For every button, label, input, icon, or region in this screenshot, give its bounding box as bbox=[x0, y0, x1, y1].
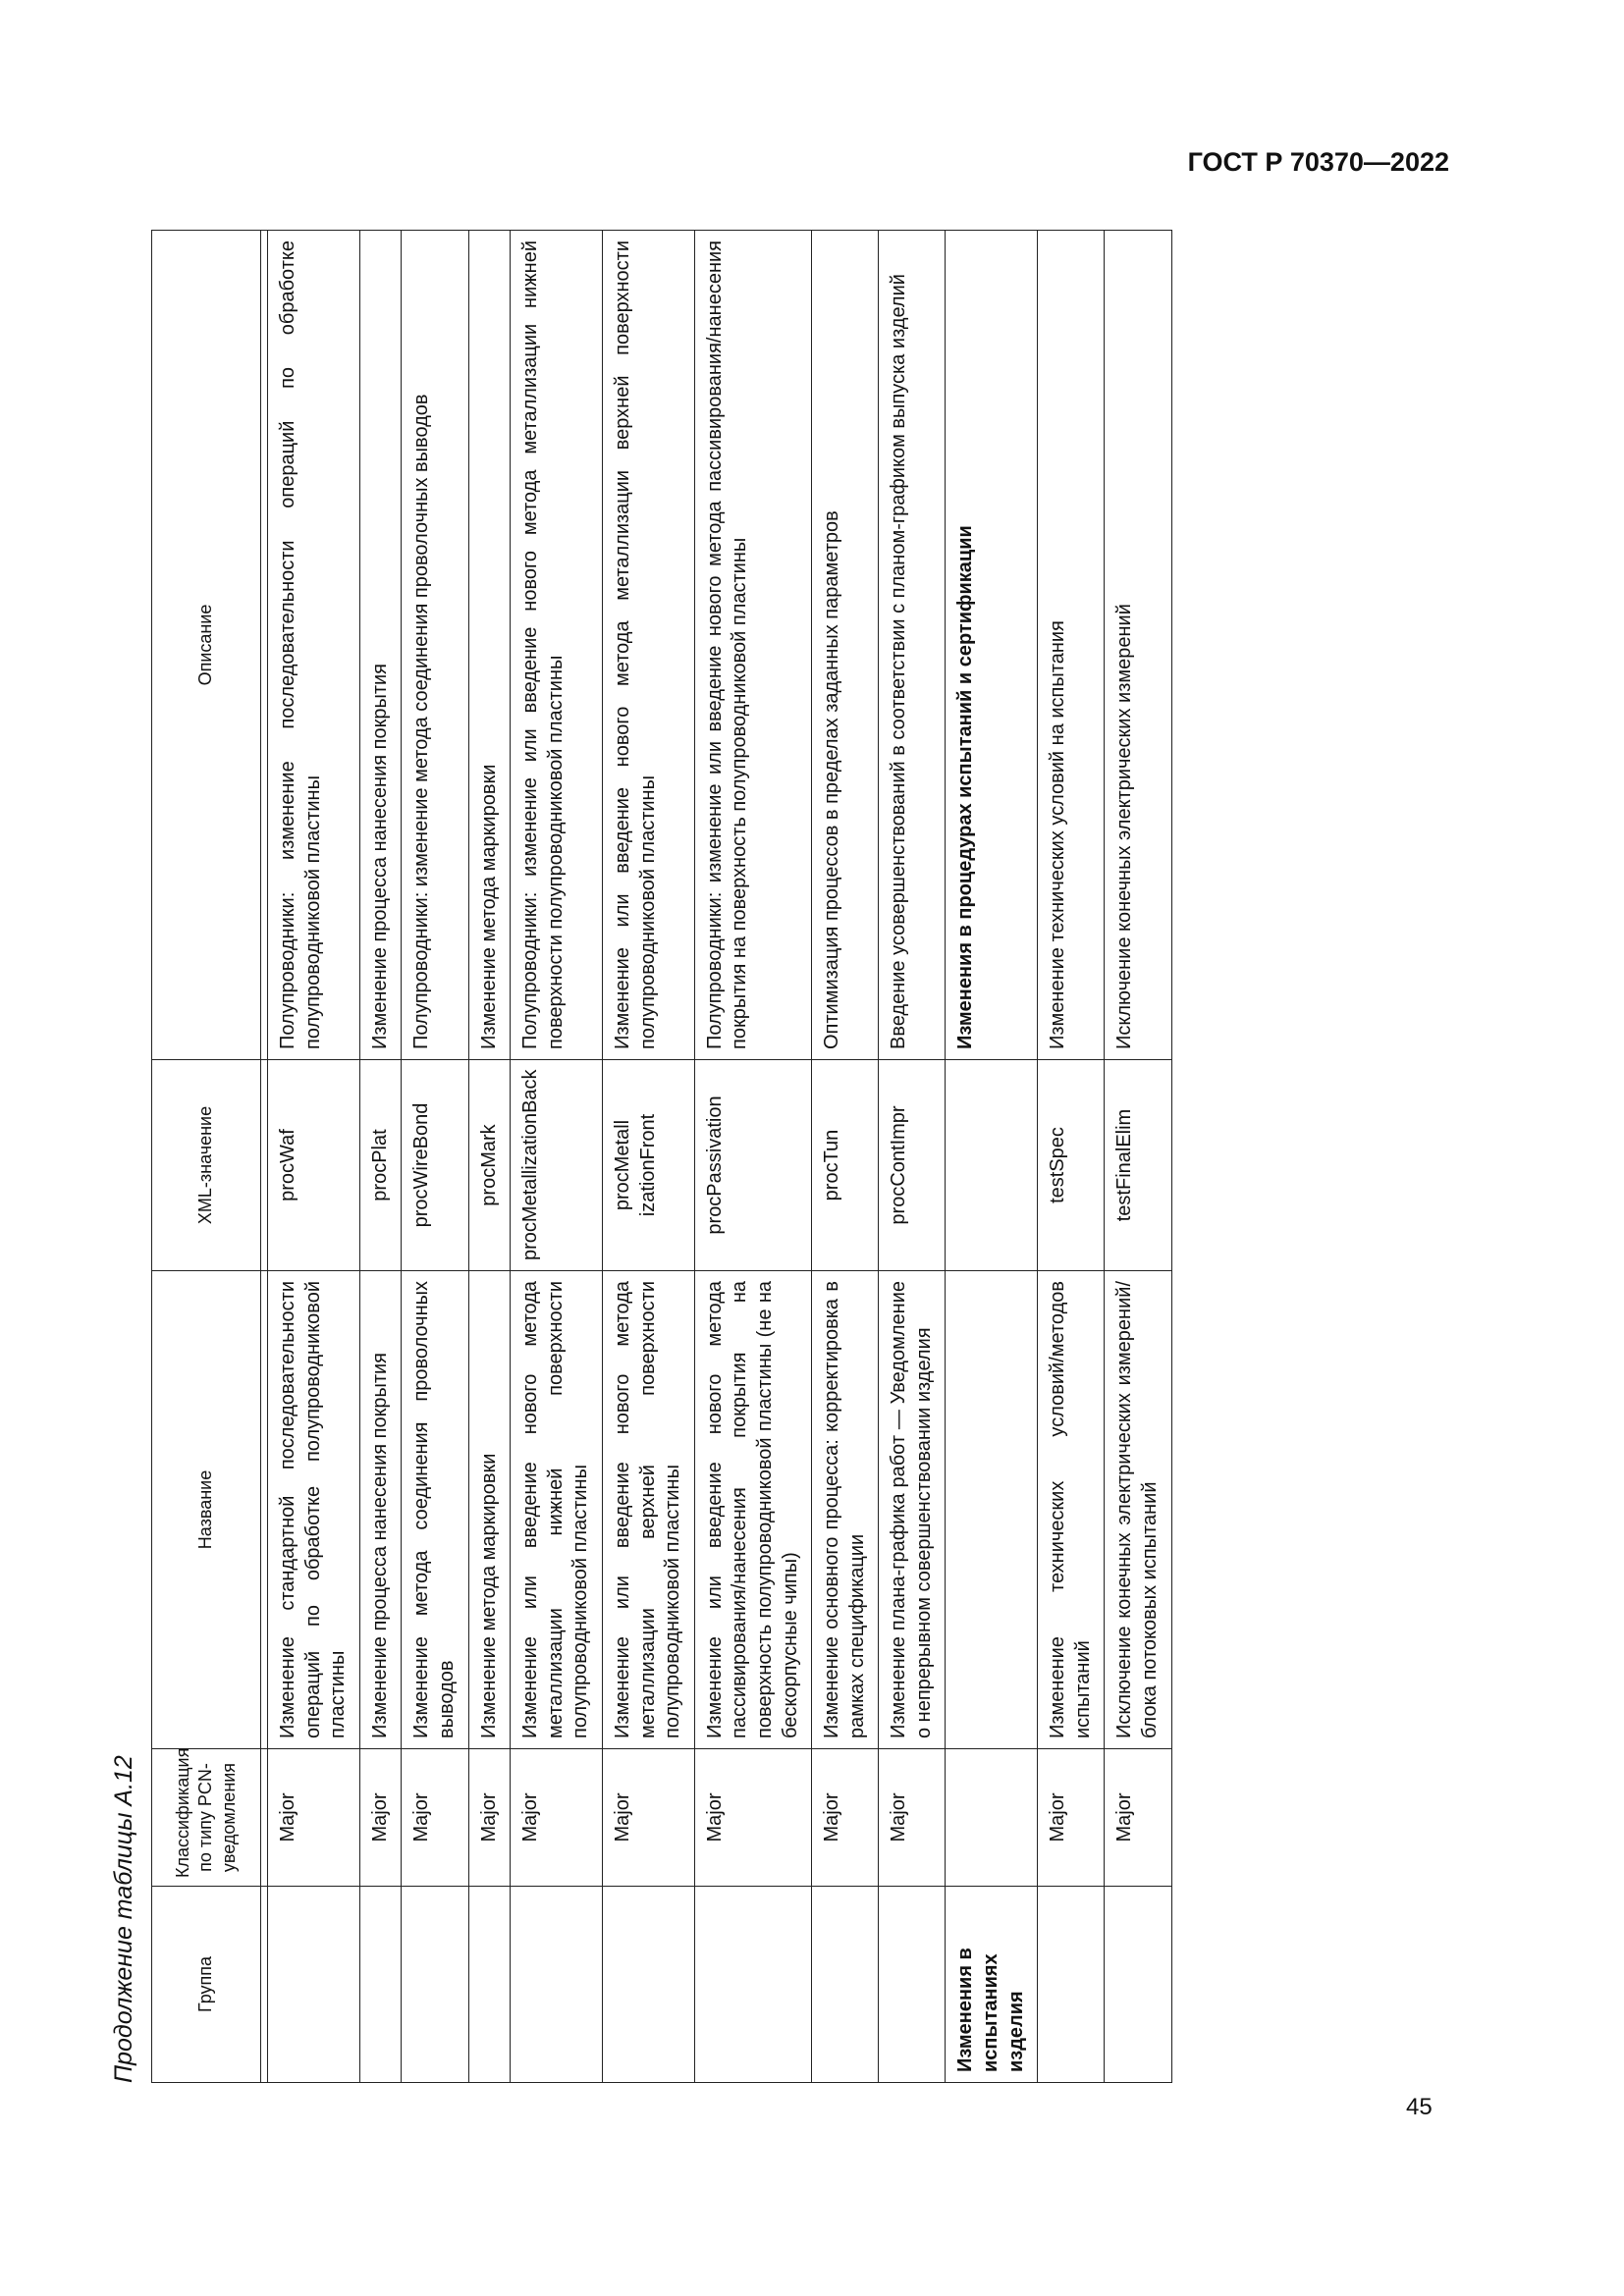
header-desc: Описание bbox=[152, 231, 261, 1060]
cell-xml: procTun bbox=[812, 1060, 879, 1271]
header-xml: XML-значение bbox=[152, 1060, 261, 1271]
cell-xml: testSpec bbox=[1038, 1060, 1105, 1271]
standard-code: ГОСТ Р 70370—2022 bbox=[1187, 147, 1449, 177]
cell-group bbox=[268, 1887, 360, 2083]
cell-desc: Изменение метода маркировки bbox=[468, 231, 511, 1060]
cell-name: Изменение стандартной последовательности операций по обработке полупроводниковой пластины bbox=[268, 1271, 360, 1749]
table-row bbox=[812, 231, 879, 2083]
cell-class: Major bbox=[402, 1749, 468, 1887]
cell-group bbox=[359, 1887, 402, 2083]
cell-class: Major bbox=[812, 1749, 879, 1887]
cell-group bbox=[879, 1887, 946, 2083]
cell-class: Major bbox=[359, 1749, 402, 1887]
cell-name: Изменение метода соединения проволочных выводов bbox=[402, 1271, 468, 1749]
cell-group bbox=[1038, 1887, 1105, 2083]
cell-desc: Изменение технических условий на испытания bbox=[1038, 231, 1105, 1060]
cell-group bbox=[402, 1887, 468, 2083]
table-caption: Продолжение таблицы А.12 bbox=[110, 1755, 137, 2083]
cell-desc: Введение усовершенствований в соответствии с планом-графиком выпуска изделий bbox=[879, 231, 946, 1060]
header-group: Группа bbox=[152, 1887, 261, 2083]
cell-group bbox=[1105, 1887, 1171, 2083]
cell-xml: procPlat bbox=[359, 1060, 402, 1271]
cell-desc: Изменения в процедурах испытаний и сертификации bbox=[946, 231, 1038, 1060]
cell-desc: Полупроводники: изменение или введение нового метода пассивирования/нанесения покрытия на поверхность полупроводниковой пластины bbox=[694, 231, 811, 1060]
rotated-table-area bbox=[110, 231, 1327, 2083]
page-number: 45 bbox=[1406, 2094, 1433, 2120]
table-row bbox=[359, 231, 402, 2083]
cell-name: Изменение основного процесса: корректировка в рамках спецификации bbox=[812, 1271, 879, 1749]
cell-class bbox=[946, 1749, 1038, 1887]
table-row-group bbox=[946, 231, 1038, 2083]
cell-group bbox=[468, 1887, 511, 2083]
cell-class: Major bbox=[1038, 1749, 1105, 1887]
cell-desc: Изменение или введение нового метода металлизации верхней поверхности полупроводниковой пластины bbox=[602, 231, 694, 1060]
cell-xml bbox=[946, 1060, 1038, 1271]
table-row bbox=[1105, 231, 1171, 2083]
cell-name: Исключение конечных электрических измерений/блока потоковых испытаний bbox=[1105, 1271, 1171, 1749]
cell-group bbox=[812, 1887, 879, 2083]
cell-name bbox=[946, 1271, 1038, 1749]
cell-name: Изменение или введение нового метода металлизации верхней поверхности полупроводниковой пластины bbox=[602, 1271, 694, 1749]
cell-name: Изменение плана-графика работ — Уведомление о непрерывном совершенствовании изделия bbox=[879, 1271, 946, 1749]
table-row bbox=[694, 231, 811, 2083]
table-header-row bbox=[152, 231, 261, 2083]
header-class: Классификация по типу PCN-уведомления bbox=[152, 1749, 261, 1887]
cell-xml: procPassivation bbox=[694, 1060, 811, 1271]
cell-desc: Изменение процесса нанесения покрытия bbox=[359, 231, 402, 1060]
cell-class: Major bbox=[879, 1749, 946, 1887]
cell-class: Major bbox=[468, 1749, 511, 1887]
table-row bbox=[879, 231, 946, 2083]
header-name: Название bbox=[152, 1271, 261, 1749]
cell-desc: Исключение конечных электрических измерений bbox=[1105, 231, 1171, 1060]
cell-class: Major bbox=[511, 1749, 603, 1887]
cell-xml: procWaf bbox=[268, 1060, 360, 1271]
cell-group bbox=[602, 1887, 694, 2083]
cell-desc: Полупроводники: изменение или введение нового метода металлизации нижней поверхности полупроводниковой пластины bbox=[511, 231, 603, 1060]
cell-xml: procContImpr bbox=[879, 1060, 946, 1271]
cell-xml: procMetallizationBack bbox=[511, 1060, 603, 1271]
cell-group: Изменения в испытаниях изделия bbox=[946, 1887, 1038, 2083]
table-row bbox=[1038, 231, 1105, 2083]
cell-group bbox=[694, 1887, 811, 2083]
cell-xml: procMetall izationFront bbox=[602, 1060, 694, 1271]
cell-name: Изменение или введение нового метода металлизации нижней поверхности полупроводниковой пластины bbox=[511, 1271, 603, 1749]
table-row bbox=[402, 231, 468, 2083]
cell-desc: Оптимизация процессов в пределах заданных параметров bbox=[812, 231, 879, 1060]
cell-desc: Полупроводники: изменение последовательности операций по обработке полупроводниковой пластины bbox=[268, 231, 360, 1060]
cell-class: Major bbox=[268, 1749, 360, 1887]
cell-class: Major bbox=[694, 1749, 811, 1887]
cell-class: Major bbox=[602, 1749, 694, 1887]
table-row bbox=[511, 231, 603, 2083]
cell-desc: Полупроводники: изменение метода соединения проволочных выводов bbox=[402, 231, 468, 1060]
cell-class: Major bbox=[1105, 1749, 1171, 1887]
table-row bbox=[468, 231, 511, 2083]
cell-name: Изменение технических условий/методов испытаний bbox=[1038, 1271, 1105, 1749]
pcn-table bbox=[151, 230, 1172, 2083]
cell-xml: procMark bbox=[468, 1060, 511, 1271]
cell-name: Изменение процесса нанесения покрытия bbox=[359, 1271, 402, 1749]
cell-group bbox=[511, 1887, 603, 2083]
cell-name: Изменение метода маркировки bbox=[468, 1271, 511, 1749]
cell-xml: testFinalElim bbox=[1105, 1060, 1171, 1271]
spacer-row bbox=[261, 231, 268, 2083]
cell-name: Изменение или введение нового метода пассивирования/нанесения покрытия на поверхность полупроводниковой пластины (не на бескорпусные чипы) bbox=[694, 1271, 811, 1749]
table-row bbox=[602, 231, 694, 2083]
table-row bbox=[268, 231, 360, 2083]
cell-xml: procWireBond bbox=[402, 1060, 468, 1271]
